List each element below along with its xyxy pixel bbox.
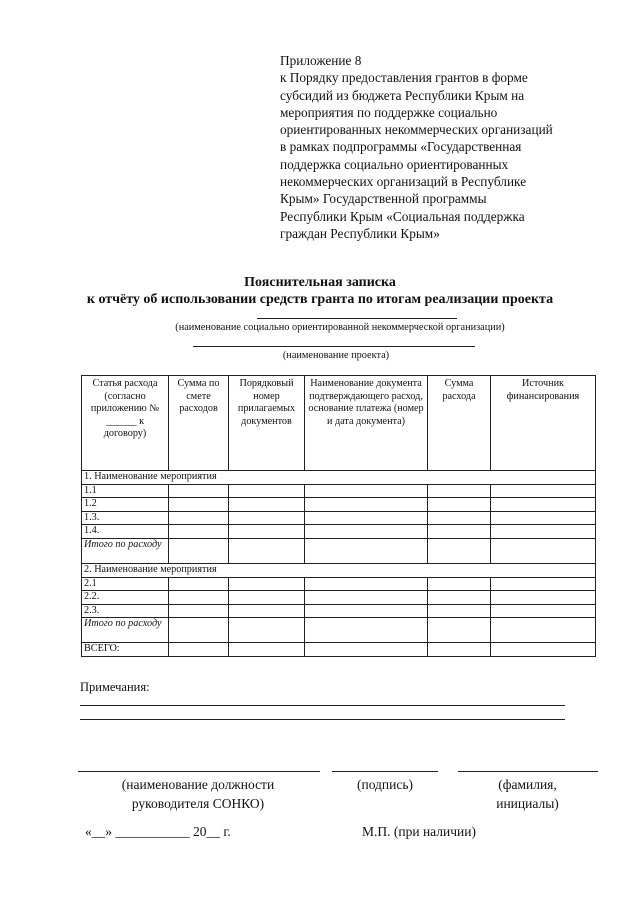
table-cell[interactable] xyxy=(169,618,229,643)
table-cell[interactable] xyxy=(169,484,229,498)
table-cell[interactable] xyxy=(491,511,596,525)
table-cell[interactable] xyxy=(305,538,428,563)
appendix-line: мероприятия по поддержке социально xyxy=(280,104,498,120)
table-cell[interactable] xyxy=(428,511,491,525)
table-cell[interactable] xyxy=(169,577,229,591)
table-row xyxy=(82,511,596,525)
table-cell[interactable] xyxy=(305,591,428,605)
table-cell[interactable] xyxy=(229,643,305,657)
table-cell[interactable] xyxy=(229,484,305,498)
appendix-line: Приложение 8 xyxy=(280,53,362,68)
table-cell[interactable] xyxy=(229,577,305,591)
table-cell[interactable] xyxy=(229,525,305,539)
signature-caption: (подпись) xyxy=(356,777,414,792)
table-cell[interactable] xyxy=(305,577,428,591)
appendix-line: субсидий из бюджета Республики Крым на xyxy=(280,87,525,103)
table-row xyxy=(82,484,596,498)
col-header-funding-source: Источник финансирования xyxy=(491,376,596,471)
row-label: 1.2 xyxy=(82,498,169,512)
table-cell[interactable] xyxy=(491,591,596,605)
appendix-line: Крым» Государственной программы xyxy=(280,191,487,207)
table-cell[interactable] xyxy=(491,525,596,539)
appendix-line: поддержка социально ориентированных xyxy=(280,156,509,172)
row-label: 2.1 xyxy=(82,577,169,591)
notes-line-2[interactable] xyxy=(80,719,565,720)
table-cell[interactable] xyxy=(305,498,428,512)
col-header-doc-number: Порядковый номер прилагаемых документов xyxy=(229,376,305,471)
appendix-block xyxy=(280,52,600,242)
project-caption: (наименование проекта) xyxy=(282,350,390,361)
table-cell[interactable] xyxy=(169,538,229,563)
appendix-line: в рамках подпрограммы «Государственная xyxy=(280,139,522,155)
appendix-line: некоммерческих организаций в Республике xyxy=(280,174,527,190)
document-subtitle: к отчёту об использовании средств гранта по итогам реализации проекта xyxy=(86,292,554,307)
table-cell[interactable] xyxy=(305,604,428,618)
table-cell[interactable] xyxy=(229,591,305,605)
stamp-label: М.П. (при наличии) xyxy=(362,824,476,839)
document-title: Пояснительная записка xyxy=(244,275,396,290)
table-cell[interactable] xyxy=(428,484,491,498)
name-caption: (фамилия, инициалы) xyxy=(496,777,559,811)
table-cell[interactable] xyxy=(491,577,596,591)
expense-table xyxy=(81,375,596,657)
table-row xyxy=(82,498,596,512)
table-cell[interactable] xyxy=(491,604,596,618)
col-header-expense-item: Статья расхода (согласно приложению № ______ к договору) xyxy=(82,376,169,471)
table-cell[interactable] xyxy=(428,538,491,563)
subtotal-label: Итого по расходу xyxy=(82,538,169,563)
table-cell[interactable] xyxy=(491,538,596,563)
table-cell[interactable] xyxy=(305,643,428,657)
appendix-line: к Порядку предоставления грантов в форме xyxy=(280,70,528,86)
position-caption: (наименование должности руководителя СОНКО) xyxy=(121,777,275,811)
appendix-line: Республики Крым «Социальная поддержка xyxy=(280,208,525,224)
total-row xyxy=(82,643,596,657)
table-cell[interactable] xyxy=(229,604,305,618)
subtotal-label: Итого по расходу xyxy=(82,618,169,643)
table-cell[interactable] xyxy=(491,643,596,657)
table-cell[interactable] xyxy=(428,604,491,618)
row-label: 1.1 xyxy=(82,484,169,498)
project-name-line[interactable] xyxy=(193,346,475,347)
name-line[interactable] xyxy=(458,771,598,772)
table-cell[interactable] xyxy=(305,511,428,525)
position-line[interactable] xyxy=(78,771,320,772)
table-cell[interactable] xyxy=(491,618,596,643)
row-label: 1.3. xyxy=(82,511,169,525)
subtotal-row xyxy=(82,618,596,643)
table-row xyxy=(82,525,596,539)
table-cell[interactable] xyxy=(428,618,491,643)
table-cell[interactable] xyxy=(169,525,229,539)
table-cell[interactable] xyxy=(428,577,491,591)
table-cell[interactable] xyxy=(229,511,305,525)
total-label: ВСЕГО: xyxy=(82,643,169,657)
section-row xyxy=(82,471,596,485)
table-cell[interactable] xyxy=(169,591,229,605)
table-cell[interactable] xyxy=(491,498,596,512)
section-label: 2. Наименование мероприятия xyxy=(82,563,596,577)
row-label: 2.2. xyxy=(82,591,169,605)
col-header-doc-name: Наименование документа подтверждающего расход, основание платежа (номер и дата документа) xyxy=(305,376,428,471)
col-header-estimate-sum: Сумма по смете расходов xyxy=(169,376,229,471)
col-header-expense-sum: Сумма расхода xyxy=(428,376,491,471)
table-cell[interactable] xyxy=(229,538,305,563)
appendix-line: граждан Республики Крым» xyxy=(280,225,440,241)
org-caption: (наименование социально ориентированной некоммерческой организации) xyxy=(175,322,505,333)
table-header-row xyxy=(82,376,596,471)
row-label: 2.3. xyxy=(82,604,169,618)
table-cell[interactable] xyxy=(491,484,596,498)
subtotal-row xyxy=(82,538,596,563)
table-row xyxy=(82,604,596,618)
row-label: 1.4. xyxy=(82,525,169,539)
table-cell[interactable] xyxy=(428,498,491,512)
table-cell[interactable] xyxy=(305,618,428,643)
table-cell[interactable] xyxy=(169,511,229,525)
table-row xyxy=(82,577,596,591)
notes-line-1[interactable] xyxy=(80,705,565,706)
date-field[interactable]: «__» ___________ 20__ г. xyxy=(85,824,231,839)
table-row xyxy=(82,591,596,605)
notes-label: Примечания: xyxy=(80,680,150,694)
table-cell[interactable] xyxy=(169,643,229,657)
org-name-line[interactable] xyxy=(257,318,457,319)
table-cell[interactable] xyxy=(428,643,491,657)
table-cell[interactable] xyxy=(305,484,428,498)
table-cell[interactable] xyxy=(169,604,229,618)
table-cell[interactable] xyxy=(229,498,305,512)
table-cell[interactable] xyxy=(229,618,305,643)
table-cell[interactable] xyxy=(305,525,428,539)
section-row xyxy=(82,563,596,577)
appendix-line: ориентированных некоммерческих организаций xyxy=(280,122,553,138)
table-cell[interactable] xyxy=(428,591,491,605)
table-cell[interactable] xyxy=(428,525,491,539)
section-label: 1. Наименование мероприятия xyxy=(82,471,596,485)
table-cell[interactable] xyxy=(169,498,229,512)
signature-line[interactable] xyxy=(332,771,438,772)
